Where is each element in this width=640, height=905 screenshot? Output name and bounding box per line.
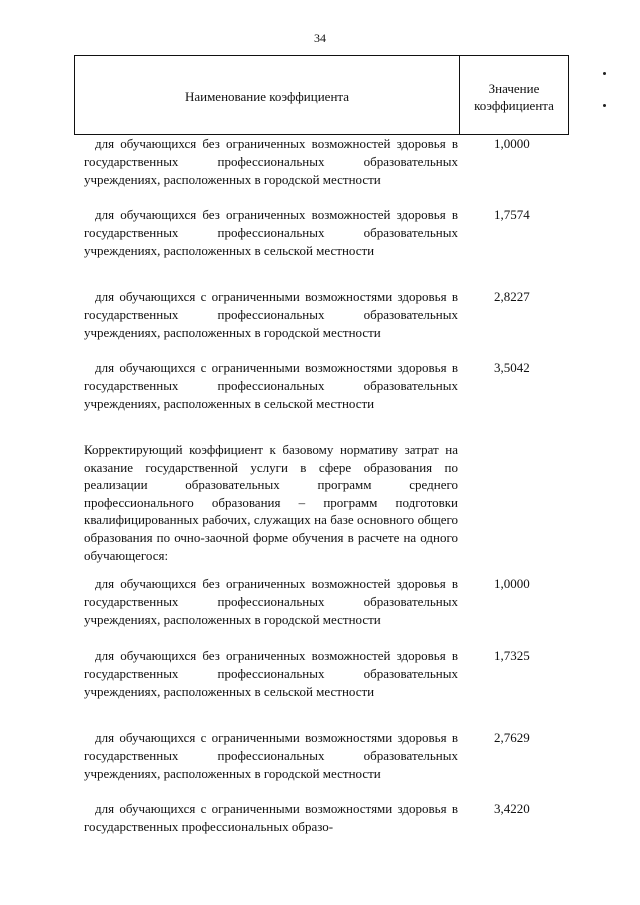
coefficient-row-description: для обучающихся с ограниченными возможностями здоровья в государственных профессиональных образовательных учреждениях, расположенных в городской местности: [84, 730, 458, 781]
coefficient-row-description: для обучающихся без ограниченных возможностей здоровья в государственных профессиональных образовательных учреждениях, расположенных в городской местности: [84, 576, 458, 627]
coefficient-row-value: 1,7325: [494, 648, 530, 663]
coefficient-row-description: для обучающихся с ограниченными возможностями здоровья в государственных профессиональных образовательных учреждениях, расположенных в городской местности: [84, 289, 458, 340]
table-header: [74, 55, 569, 135]
coefficient-row-value: 3,5042: [494, 360, 530, 375]
section-paragraph: Корректирующий коэффициент к базовому нормативу затрат на оказание государственной услуги в сфере образования по реализации образовательных программ среднего профессионального образования – программ подготовки квалифицированных рабочих, служащих на базе основного общего образования по очно-заочной форме обучения в расчете на одного обучающегося:: [84, 442, 458, 563]
coefficient-row-value: 2,8227: [494, 289, 530, 304]
scan-dot: [603, 72, 606, 75]
coefficient-row-description: для обучающихся без ограниченных возможностей здоровья в государственных профессиональных образовательных учреждениях, расположенных в сельской местности: [84, 207, 458, 258]
coefficient-row-value: 1,0000: [494, 136, 530, 151]
coefficient-row-description: для обучающихся с ограниченными возможностями здоровья в государственных профессиональных образо-: [84, 801, 458, 834]
coefficient-row-value: 2,7629: [494, 730, 530, 745]
scan-dot: [603, 104, 606, 107]
coefficient-row-description: для обучающихся с ограниченными возможностями здоровья в государственных профессиональных образовательных учреждениях, расположенных в сельской местности: [84, 360, 458, 411]
coefficient-row-value: 1,7574: [494, 207, 530, 222]
page-number: 34: [314, 31, 326, 45]
coefficient-row-description: для обучающихся без ограниченных возможностей здоровья в государственных профессиональных образовательных учреждениях, расположенных в городской местности: [84, 136, 458, 187]
coefficient-row-value: 1,0000: [494, 576, 530, 591]
coefficient-row-value: 3,4220: [494, 801, 530, 816]
coefficient-row-description: для обучающихся без ограниченных возможностей здоровья в государственных профессиональных образовательных учреждениях, расположенных в сельской местности: [84, 648, 458, 699]
coefficient-value-header: Значение коэффициента: [474, 81, 554, 113]
coefficient-name-header: Наименование коэффициента: [75, 56, 460, 134]
